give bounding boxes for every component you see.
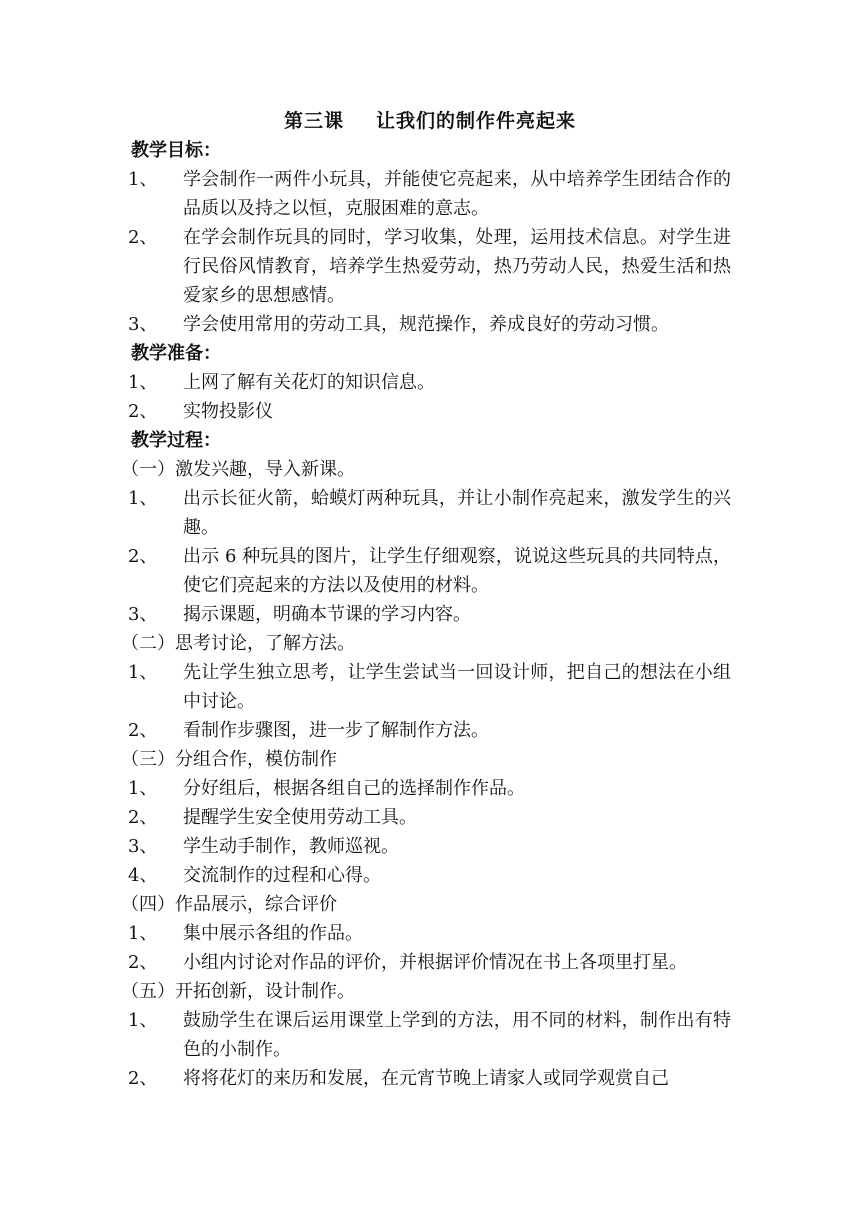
list-item: 1、 先让学生独立思考，让学生尝试当一回设计师，把自己的想法在小组中讨论。 <box>128 662 731 712</box>
list-item: 1、 集中展示各组的作品。 <box>128 923 363 944</box>
process-heading: 教学过程： <box>131 430 221 451</box>
list-item: 1、 鼓励学生在课后运用课堂上学到的方法，用不同的材料，制作出有特色的小制作。 <box>128 1010 731 1060</box>
list-item: 3、 揭示课题，明确本节课的学习内容。 <box>128 604 471 625</box>
list-item: 1、 学会制作一两件小玩具，并能使它亮起来，从中培养学生团结合作的品质以及持之以恒，克服困难的意志。 <box>128 169 731 219</box>
lesson-number: 第三课 <box>283 110 344 132</box>
step-title: （一）激发兴趣，导入新课。 <box>121 459 355 480</box>
list-item: 2、 实物投影仪 <box>128 401 273 422</box>
list-item: 4、 交流制作的过程和心得。 <box>128 865 381 886</box>
list-item: 2、 在学会制作玩具的同时，学习收集，处理，运用技术信息。对学生进行民俗风情教育，培养学生热爱劳动，热乃劳动人民，热爱生活和热爱家乡的思想感情。 <box>128 227 731 306</box>
step-title: （二）思考讨论，了解方法。 <box>121 633 355 654</box>
list-item: 3、 学会使用常用的劳动工具，规范操作，养成良好的劳动习惯。 <box>128 314 669 335</box>
preparation-heading: 教学准备： <box>131 343 221 364</box>
list-item: 2、 小组内讨论对作品的评价，并根据评价情况在书上各项里打星。 <box>128 952 687 973</box>
step-title: （三）分组合作，模仿制作 <box>121 749 337 770</box>
list-item: 2、 出示 6 种玩具的图片，让学生仔细观察，说说这些玩具的共同特点，使它们亮起来的方法以及使用的材料。 <box>128 546 731 596</box>
lesson-title <box>0 106 860 133</box>
list-item: 1、 出示长征火箭，蛤蟆灯两种玩具，并让小制作亮起来，激发学生的兴趣。 <box>128 488 731 538</box>
lesson-name: 让我们的制作件亮起来 <box>376 110 577 132</box>
list-item: 1、 上网了解有关花灯的知识信息。 <box>128 372 435 393</box>
objectives-heading: 教学目标： <box>131 140 221 161</box>
list-item: 3、 学生动手制作，教师巡视。 <box>128 836 399 857</box>
list-item: 2、 将将花灯的来历和发展，在元宵节晚上请家人或同学观赏自己 <box>128 1068 669 1089</box>
step-title: （五）开拓创新，设计制作。 <box>121 981 355 1002</box>
document-body <box>121 136 731 1093</box>
list-item: 2、 提醒学生安全使用劳动工具。 <box>128 807 417 828</box>
list-item: 2、 看制作步骤图，进一步了解制作方法。 <box>128 720 489 741</box>
step-title: （四）作品展示，综合评价 <box>121 894 337 915</box>
list-item: 1、 分好组后，根据各组自己的选择制作作品。 <box>128 778 525 799</box>
